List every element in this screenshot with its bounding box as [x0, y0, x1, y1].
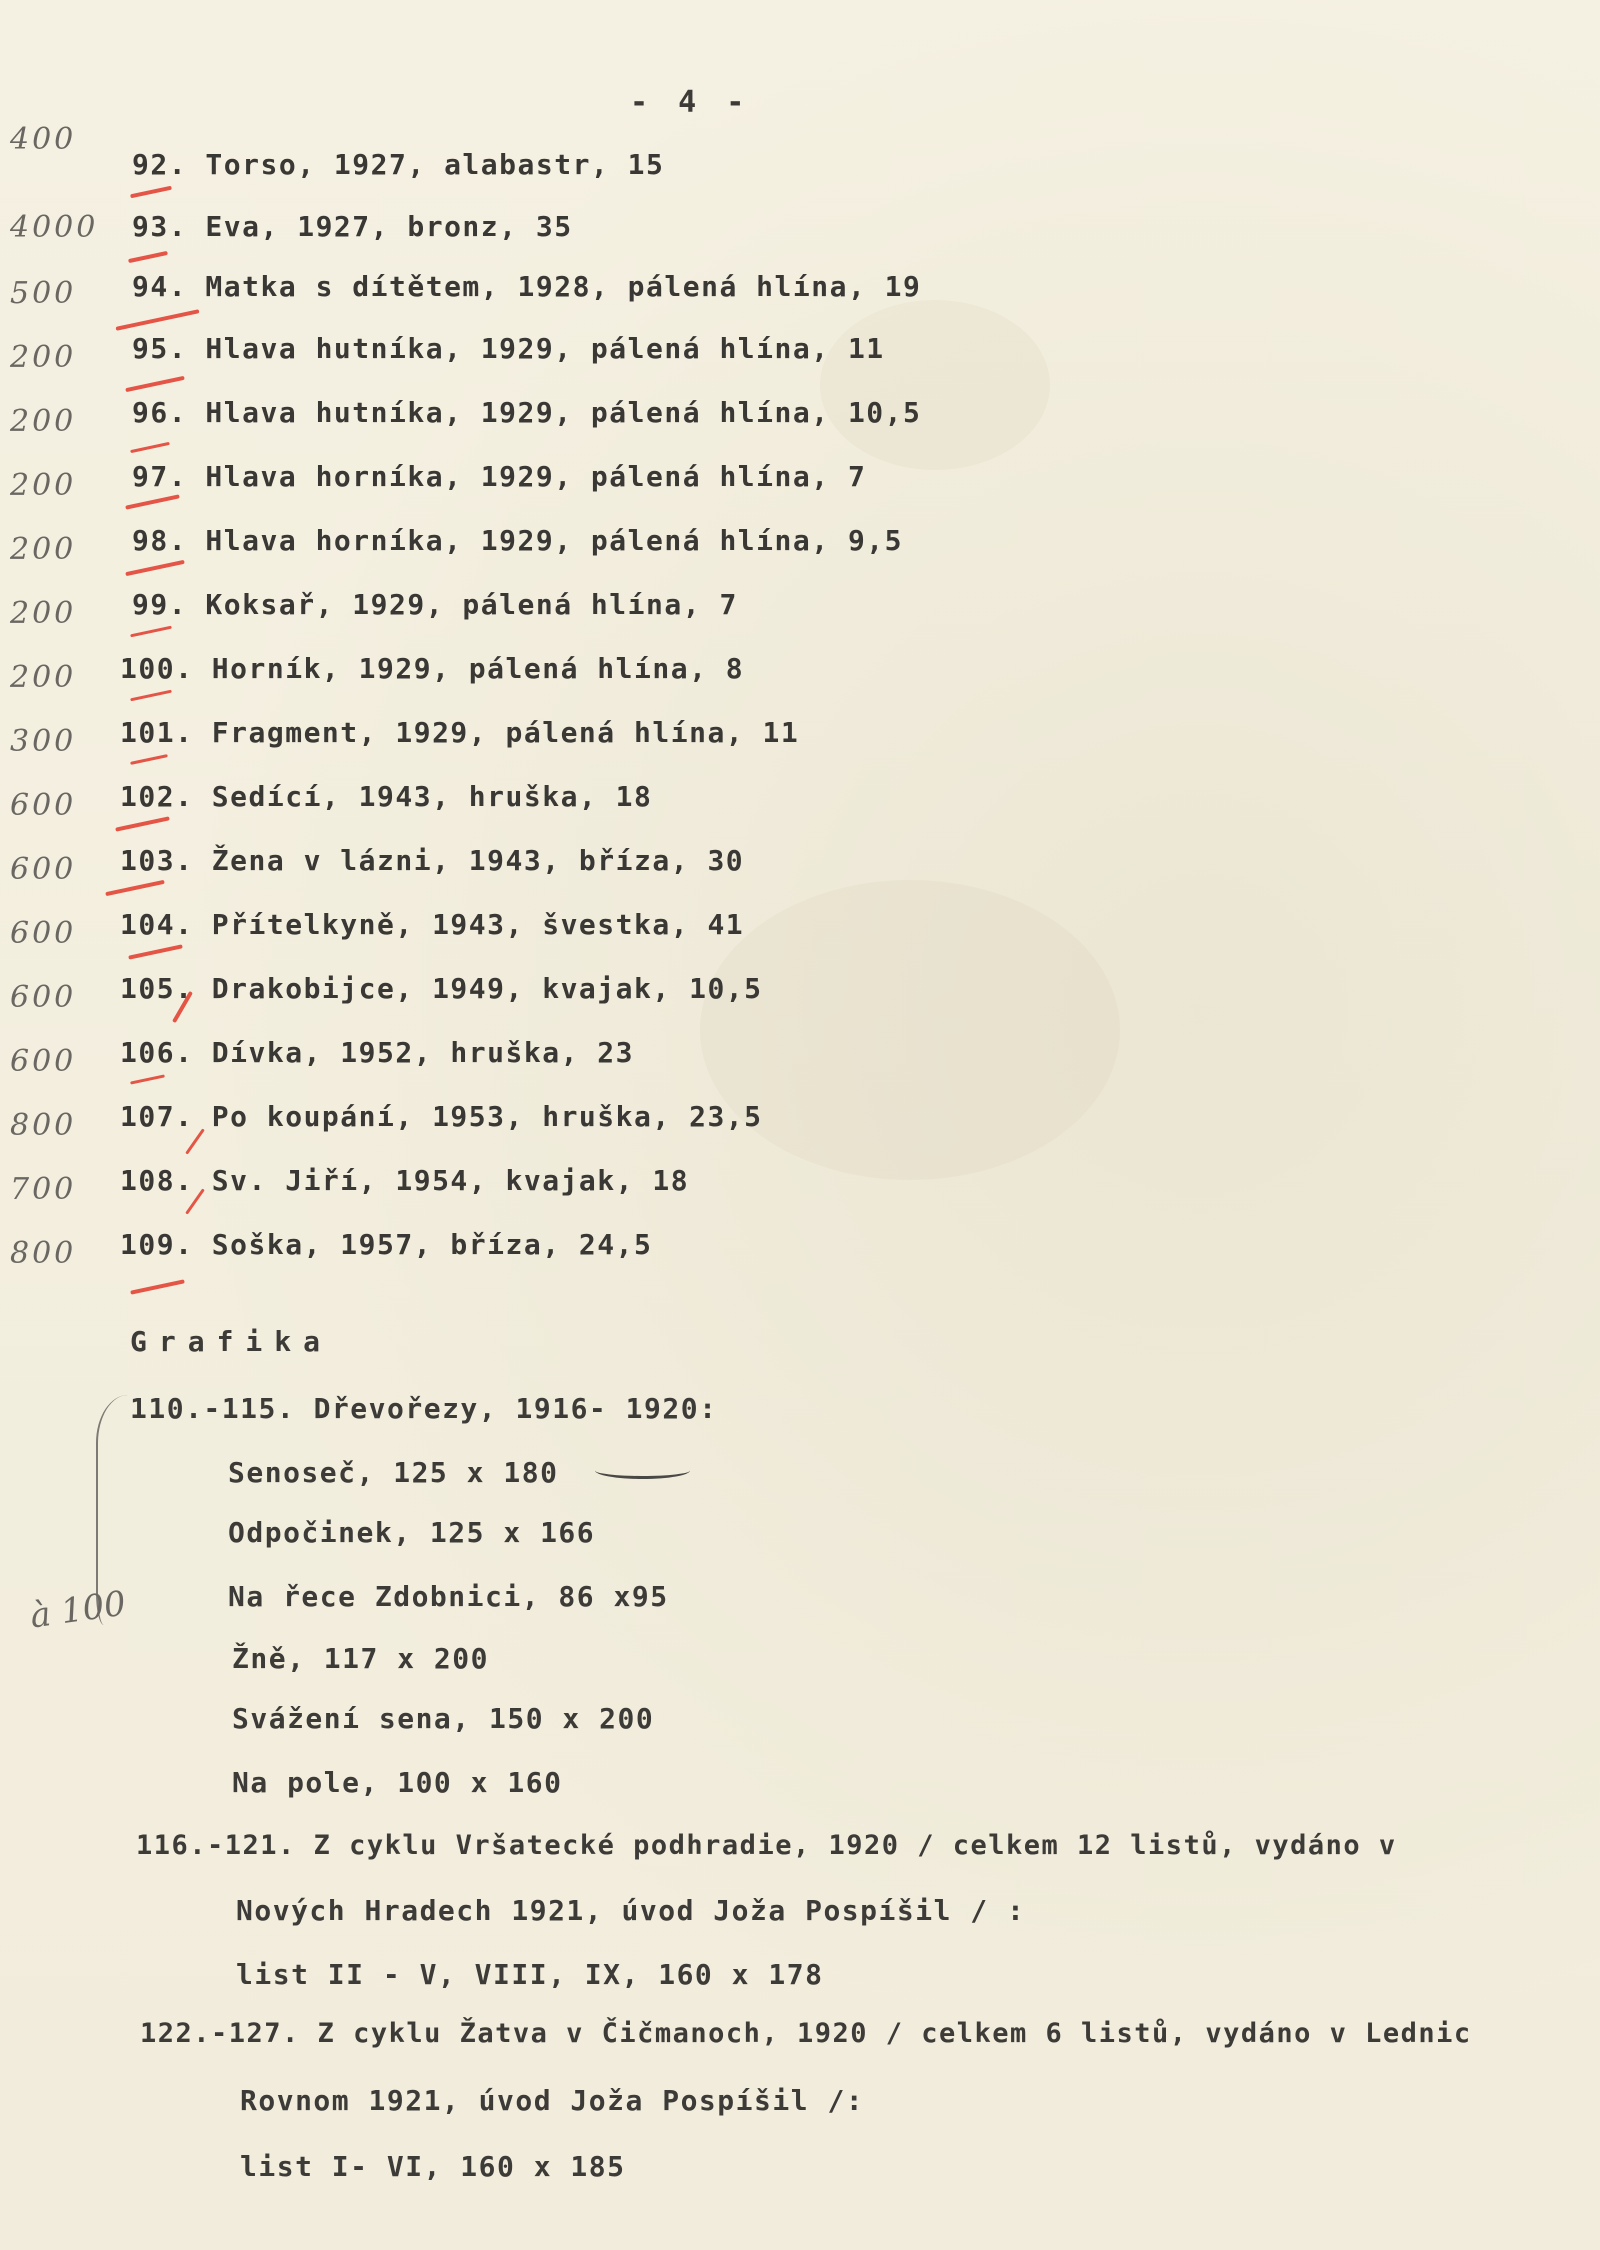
handwritten-scribble [595, 1462, 690, 1479]
red-check-mark [125, 494, 180, 509]
red-check-mark [125, 560, 185, 576]
entry-line: 102. Sedící, 1943, hruška, 18 [120, 780, 653, 813]
red-check-mark [128, 251, 168, 263]
entry-line: 106. Dívka, 1952, hruška, 23 [120, 1036, 635, 1069]
group-line: list I- VI, 160 x 185 [240, 2150, 626, 2183]
entry-line: 103. Žena v lázni, 1943, bříza, 30 [120, 844, 745, 877]
paper-stain [700, 880, 1120, 1180]
price-note: 300 [10, 724, 77, 759]
red-check-mark [130, 1074, 165, 1084]
red-check-mark [130, 186, 172, 199]
list-item: Svážení sena, 150 x 200 [232, 1702, 655, 1735]
price-note: 200 [10, 532, 77, 567]
group-line: Nových Hradech 1921, úvod Joža Pospíšil / : [236, 1894, 1026, 1927]
entry-line: 96. Hlava hutníka, 1929, pálená hlína, 10,5 [132, 396, 922, 429]
price-note: 200 [10, 404, 77, 439]
entry-line: 99. Koksař, 1929, pálená hlína, 7 [132, 588, 738, 621]
entry-line: 100. Horník, 1929, pálená hlína, 8 [120, 652, 745, 685]
entry-line: 105. Drakobijce, 1949, kvajak, 10,5 [120, 972, 763, 1005]
price-note: 600 [10, 980, 77, 1015]
group-line: list II - V, VIII, IX, 160 x 178 [236, 1958, 824, 1991]
price-note: 600 [10, 852, 77, 887]
list-item: Na pole, 100 x 160 [232, 1766, 563, 1799]
price-note: 4000 [10, 210, 99, 245]
price-note: 200 [10, 468, 77, 503]
red-check-mark [130, 690, 172, 702]
price-note: 500 [10, 276, 77, 311]
red-check-mark [125, 376, 185, 392]
entry-line: 93. Eva, 1927, bronz, 35 [132, 210, 573, 243]
price-note: 700 [10, 1172, 77, 1207]
entry-line: 94. Matka s dítětem, 1928, pálená hlína, 19 [132, 270, 922, 303]
price-note: 600 [10, 788, 77, 823]
group-line: Rovnom 1921, úvod Joža Pospíšil /: [240, 2084, 865, 2117]
entry-line: 107. Po koupání, 1953, hruška, 23,5 [120, 1100, 763, 1133]
entry-line: 98. Hlava horníka, 1929, pálená hlína, 9,5 [132, 524, 904, 557]
entry-line: 97. Hlava horníka, 1929, pálená hlína, 7 [132, 460, 867, 493]
entry-line: 92. Torso, 1927, alabastr, 15 [132, 148, 665, 181]
section-heading: Grafika [130, 1325, 333, 1358]
price-note: 200 [10, 596, 77, 631]
price-note: 200 [10, 340, 77, 375]
entry-line: 104. Přítelkyně, 1943, švestka, 41 [120, 908, 745, 941]
list-item: Odpočinek, 125 x 166 [228, 1516, 596, 1549]
red-check-mark [105, 880, 165, 896]
red-check-mark [130, 1279, 185, 1294]
price-note: 600 [10, 1044, 77, 1079]
price-note: 800 [10, 1236, 77, 1271]
paper-stain [820, 300, 1050, 470]
red-check-mark [116, 309, 200, 331]
list-item: Na řece Zdobnici, 86 x95 [228, 1580, 669, 1613]
group-title: 116.-121. Z cyklu Vršatecké podhradie, 1920 / celkem 12 listů, vydáno v [136, 1830, 1397, 1861]
price-note: 600 [10, 916, 77, 951]
group-title: 122.-127. Z cyklu Žatva v Čičmanoch, 1920 / celkem 6 listů, vydáno v Lednic [140, 2018, 1472, 2049]
price-note: 400 [10, 122, 77, 157]
entry-line: 109. Soška, 1957, bříza, 24,5 [120, 1228, 653, 1261]
red-check-mark [128, 944, 183, 959]
price-note: 800 [10, 1108, 77, 1143]
list-item: Žně, 117 x 200 [232, 1642, 490, 1675]
entry-line: 95. Hlava hutníka, 1929, pálená hlína, 11 [132, 332, 885, 365]
entry-line: 101. Fragment, 1929, pálená hlína, 11 [120, 716, 800, 749]
group-title: 110.-115. Dřevořezy, 1916- 1920: [130, 1392, 718, 1425]
page-number: - 4 - [630, 85, 751, 120]
red-check-mark [115, 816, 170, 831]
red-check-mark [130, 442, 170, 453]
entry-line: 108. Sv. Jiří, 1954, kvajak, 18 [120, 1164, 690, 1197]
handwritten-note: à 100 [27, 1583, 129, 1637]
red-check-mark [130, 754, 168, 765]
list-item: Senoseč, 125 x 180 [228, 1456, 559, 1489]
red-check-mark [130, 626, 172, 638]
price-note: 200 [10, 660, 77, 695]
